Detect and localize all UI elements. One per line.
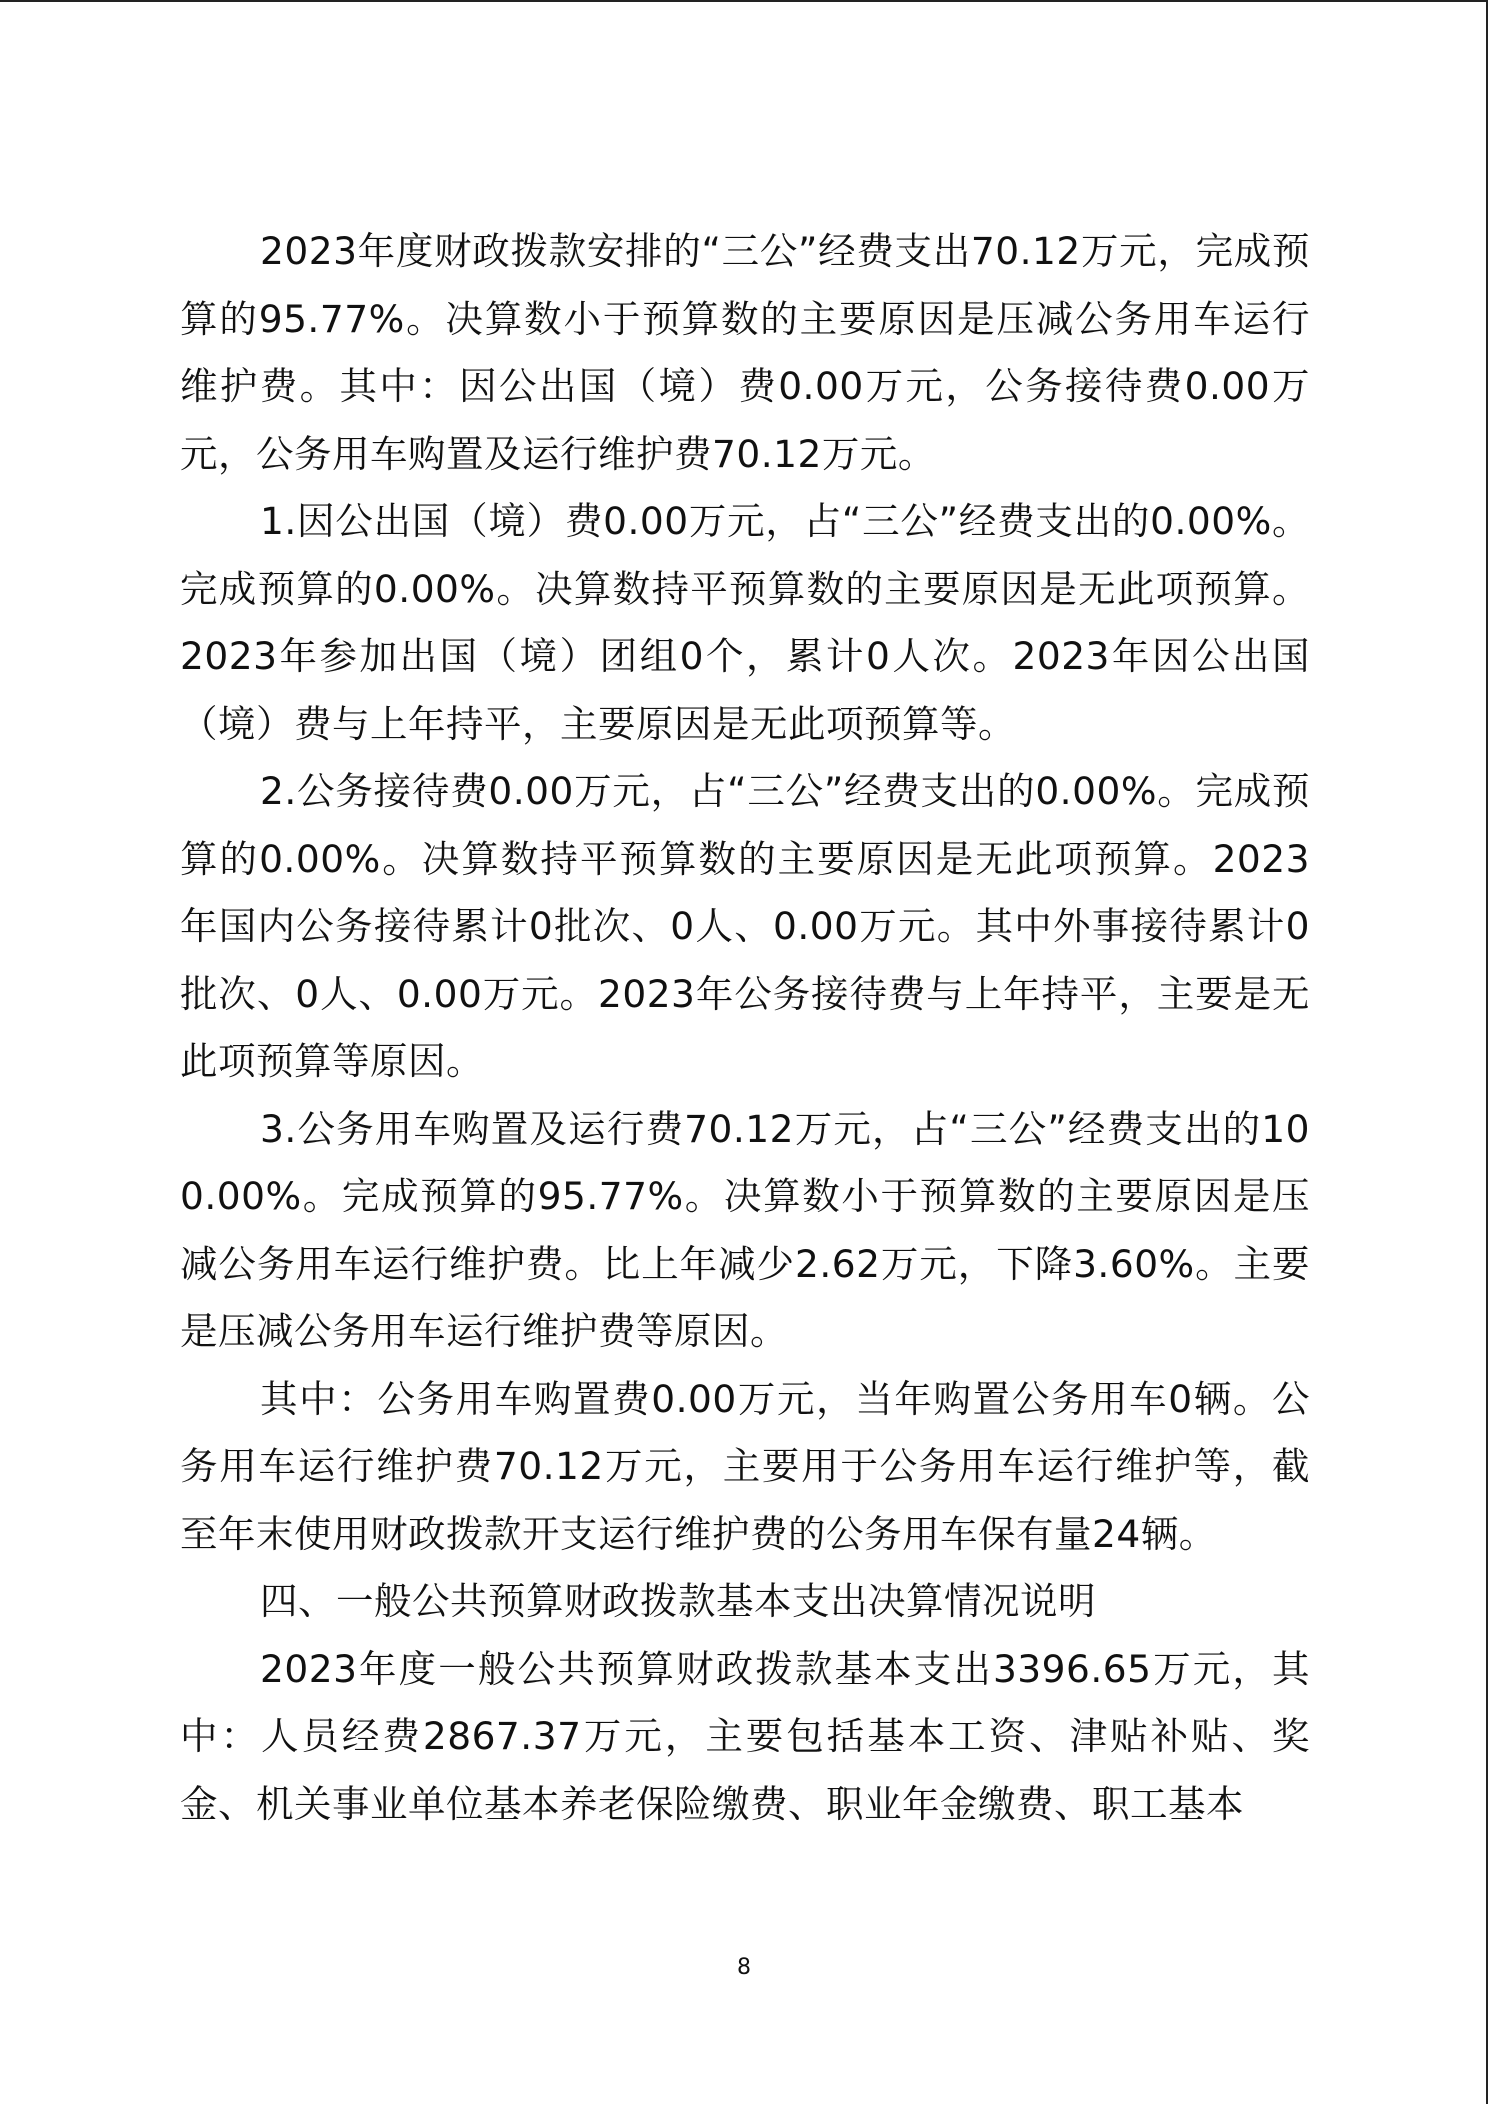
paragraph-basic-expenditure: 2023年度一般公共预算财政拨款基本支出3396.65万元，其中：人员经费2867.37万元，主要包括基本工资、津贴补贴、奖金、机关事业单位基本养老保险缴费、职业年金缴费、职工基本: [180, 1646, 1310, 1826]
paragraph-official-vehicles: 3.公务用车购置及运行费70.12万元，占“三公”经费支出的100.00%。完成预算的95.77%。决算数小于预算数的主要原因是压减公务用车运行维护费。比上年减少2.62万元，下降3.60%。主要是压减公务用车运行维护费等原因。: [180, 1106, 1310, 1353]
page-number: 8: [737, 1955, 751, 1980]
paragraph-vehicle-details: 其中：公务用车购置费0.00万元，当年购置公务用车0辆。公务用车运行维护费70.12万元，主要用于公务用车运行维护等，截至年末使用财政拨款开支运行维护费的公务用车保有量24辆。: [180, 1376, 1310, 1556]
section-heading-basic-expenditure: 四、一般公共预算财政拨款基本支出决算情况说明: [260, 1579, 1096, 1623]
paragraph-overseas-travel: 1.因公出国（境）费0.00万元，占“三公”经费支出的0.00%。完成预算的0.00%。决算数持平预算数的主要原因是无此项预算。2023年参加出国（境）团组0个，累计0人次。2023年因公出国（境）费与上年持平，主要原因是无此项预算等。: [180, 499, 1310, 746]
paragraph-official-reception: 2.公务接待费0.00万元，占“三公”经费支出的0.00%。完成预算的0.00%。决算数持平预算数的主要原因是无此项预算。2023年国内公务接待累计0批次、0人、0.00万元。其中外事接待累计0批次、0人、0.00万元。2023年公务接待费与上年持平，主要是无此项预算等原因。: [180, 769, 1310, 1083]
page-border-top: [0, 0, 1488, 2]
document-body: [180, 218, 1310, 1838]
paragraph-three-public-summary: 2023年度财政拨款安排的“三公”经费支出70.12万元，完成预算的95.77%。决算数小于预算数的主要原因是压减公务用车运行维护费。其中：因公出国（境）费0.00万元，公务接待费0.00万元，公务用车购置及运行维护费70.12万元。: [180, 229, 1310, 476]
